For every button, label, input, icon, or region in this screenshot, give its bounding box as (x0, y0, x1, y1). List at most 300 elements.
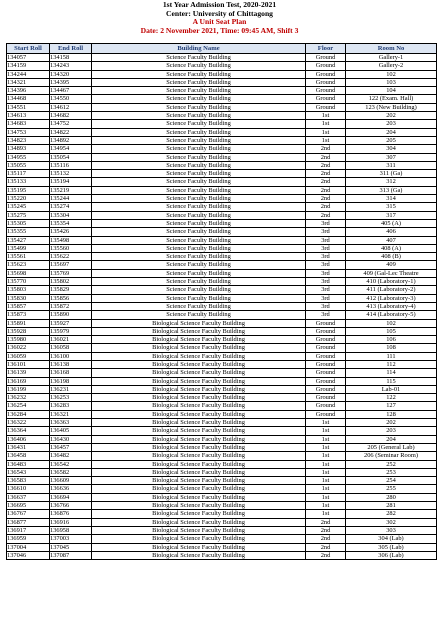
table-row (7, 402, 437, 410)
start-roll-cell: 136284 (7, 410, 50, 418)
start-roll-cell: 137046 (7, 551, 50, 559)
building-name-cell: Biological Science Faculty Building (92, 352, 306, 360)
floor-cell: 1st (306, 435, 346, 443)
floor-cell: 1st (306, 427, 346, 435)
room-no-cell: 408 (A) (346, 244, 437, 252)
building-name-cell: Biological Science Faculty Building (92, 510, 306, 518)
room-no-cell: 203 (346, 120, 437, 128)
table-row (7, 219, 437, 227)
room-no-cell: 203 (346, 427, 437, 435)
table-row (7, 195, 437, 203)
start-roll-cell: 136483 (7, 460, 50, 468)
date-time-shift: Date: 2 November 2021, Time: 09:45 AM, Shift 3 (140, 25, 299, 35)
start-roll-cell: 135245 (7, 203, 50, 211)
unit-title: A Unit Seat Plan (192, 17, 247, 27)
room-no-cell: 311 (Ga) (346, 170, 437, 178)
end-roll-cell: 136482 (50, 452, 92, 460)
room-no-cell: 412 (Laboratory-3) (346, 294, 437, 302)
end-roll-cell: 136958 (50, 526, 92, 534)
start-roll-cell: 135220 (7, 195, 50, 203)
room-no-cell: 408 (B) (346, 253, 437, 261)
end-roll-cell: 136138 (50, 360, 92, 368)
floor-cell: 3rd (306, 228, 346, 236)
start-roll-cell: 136637 (7, 493, 50, 501)
building-name-cell: Biological Science Faculty Building (92, 468, 306, 476)
floor-cell: Ground (306, 327, 346, 335)
start-roll-cell: 136254 (7, 402, 50, 410)
building-name-cell: Biological Science Faculty Building (92, 518, 306, 526)
room-no-cell: 253 (346, 468, 437, 476)
column-header-end-roll: End Roll (50, 44, 92, 54)
end-roll-cell: 135829 (50, 286, 92, 294)
end-roll-cell: 136100 (50, 352, 92, 360)
floor-cell: 1st (306, 419, 346, 427)
start-roll-cell: 136543 (7, 468, 50, 476)
building-name-cell: Biological Science Faculty Building (92, 460, 306, 468)
building-name-cell: Science Faculty Building (92, 244, 306, 252)
start-roll-cell: 135770 (7, 278, 50, 286)
table-row (7, 128, 437, 136)
floor-cell: 3rd (306, 311, 346, 319)
table-row (7, 377, 437, 385)
end-roll-cell: 135244 (50, 195, 92, 203)
floor-cell: Ground (306, 336, 346, 344)
table-row (7, 54, 437, 62)
floor-cell: 1st (306, 485, 346, 493)
floor-cell: 2nd (306, 186, 346, 194)
start-roll-cell: 135980 (7, 336, 50, 344)
room-no-cell: 128 (346, 410, 437, 418)
table-row (7, 394, 437, 402)
table-row (7, 186, 437, 194)
room-no-cell: 407 (346, 236, 437, 244)
table-row (7, 87, 437, 95)
start-roll-cell: 135698 (7, 269, 50, 277)
room-no-cell: 314 (346, 195, 437, 203)
room-no-cell: 405 (A) (346, 219, 437, 227)
room-no-cell: 315 (346, 203, 437, 211)
start-roll-cell: 134468 (7, 95, 50, 103)
room-no-cell: 115 (346, 377, 437, 385)
start-roll-cell: 136322 (7, 419, 50, 427)
building-name-cell: Science Faculty Building (92, 228, 306, 236)
start-roll-cell: 134823 (7, 136, 50, 144)
room-no-cell: 311 (346, 161, 437, 169)
building-name-cell: Biological Science Faculty Building (92, 535, 306, 543)
building-name-cell: Science Faculty Building (92, 278, 306, 286)
table-row (7, 427, 437, 435)
room-no-cell: 102 (346, 319, 437, 327)
table-row (7, 493, 437, 501)
floor-cell: 2nd (306, 526, 346, 534)
end-roll-cell: 136582 (50, 468, 92, 476)
floor-cell: 2nd (306, 178, 346, 186)
start-roll-cell: 134159 (7, 62, 50, 70)
table-row (7, 535, 437, 543)
floor-cell: Ground (306, 344, 346, 352)
table-row (7, 178, 437, 186)
end-roll-cell: 134158 (50, 54, 92, 62)
building-name-cell: Biological Science Faculty Building (92, 344, 306, 352)
building-name-cell: Science Faculty Building (92, 78, 306, 86)
building-name-cell: Biological Science Faculty Building (92, 485, 306, 493)
table-row (7, 78, 437, 86)
building-name-cell: Biological Science Faculty Building (92, 402, 306, 410)
end-roll-cell: 134612 (50, 103, 92, 111)
start-roll-cell: 136959 (7, 535, 50, 543)
room-no-cell: 114 (346, 369, 437, 377)
table-row (7, 485, 437, 493)
end-roll-cell: 134682 (50, 112, 92, 120)
building-name-cell: Science Faculty Building (92, 261, 306, 269)
room-no-cell: 304 (346, 145, 437, 153)
building-name-cell: Biological Science Faculty Building (92, 360, 306, 368)
floor-cell: 3rd (306, 278, 346, 286)
end-roll-cell: 136916 (50, 518, 92, 526)
room-no-cell: 306 (Lab) (346, 551, 437, 559)
end-roll-cell: 136253 (50, 394, 92, 402)
floor-cell: Ground (306, 352, 346, 360)
table-row (7, 551, 437, 559)
end-roll-cell: 135304 (50, 211, 92, 219)
column-header-room-no: Room No (346, 44, 437, 54)
building-name-cell: Science Faculty Building (92, 269, 306, 277)
building-name-cell: Biological Science Faculty Building (92, 377, 306, 385)
building-name-cell: Science Faculty Building (92, 203, 306, 211)
floor-cell: 1st (306, 120, 346, 128)
table-row (7, 120, 437, 128)
table-row (7, 460, 437, 468)
column-header-start-roll: Start Roll (7, 44, 50, 54)
floor-cell: Ground (306, 62, 346, 70)
floor-cell: 2nd (306, 518, 346, 526)
end-roll-cell: 135560 (50, 244, 92, 252)
floor-cell: 1st (306, 468, 346, 476)
floor-cell: 2nd (306, 543, 346, 551)
building-name-cell: Science Faculty Building (92, 186, 306, 194)
floor-cell: Ground (306, 95, 346, 103)
building-name-cell: Biological Science Faculty Building (92, 543, 306, 551)
table-row (7, 286, 437, 294)
floor-cell: 3rd (306, 294, 346, 302)
start-roll-cell: 136199 (7, 385, 50, 393)
start-roll-cell: 135891 (7, 319, 50, 327)
table-body (7, 54, 437, 560)
building-name-cell: Biological Science Faculty Building (92, 427, 306, 435)
start-roll-cell: 136695 (7, 502, 50, 510)
floor-cell: 3rd (306, 302, 346, 310)
table-row (7, 228, 437, 236)
table-row (7, 203, 437, 211)
room-no-cell: 252 (346, 460, 437, 468)
building-name-cell: Biological Science Faculty Building (92, 419, 306, 427)
room-no-cell: 127 (346, 402, 437, 410)
end-roll-cell: 135219 (50, 186, 92, 194)
room-no-cell: 304 (Lab) (346, 535, 437, 543)
table-row (7, 435, 437, 443)
table-header-row (7, 44, 437, 54)
end-roll-cell: 135697 (50, 261, 92, 269)
end-roll-cell: 134752 (50, 120, 92, 128)
building-name-cell: Science Faculty Building (92, 302, 306, 310)
floor-cell: Ground (306, 394, 346, 402)
building-name-cell: Science Faculty Building (92, 286, 306, 294)
room-no-cell: 122 (Exam. Hall) (346, 95, 437, 103)
start-roll-cell: 136059 (7, 352, 50, 360)
table-row (7, 344, 437, 352)
floor-cell: 1st (306, 128, 346, 136)
end-roll-cell: 136021 (50, 336, 92, 344)
floor-cell: Ground (306, 319, 346, 327)
room-no-cell: 411 (Laboratory-2) (346, 286, 437, 294)
end-roll-cell: 135769 (50, 269, 92, 277)
end-roll-cell: 136609 (50, 477, 92, 485)
start-roll-cell: 134893 (7, 145, 50, 153)
exam-title: 1st Year Admission Test, 2020-2021 (162, 0, 277, 9)
end-roll-cell: 135622 (50, 253, 92, 261)
table-row (7, 319, 437, 327)
end-roll-cell: 136542 (50, 460, 92, 468)
room-no-cell: 102 (346, 70, 437, 78)
building-name-cell: Science Faculty Building (92, 161, 306, 169)
table-row (7, 443, 437, 451)
table-row (7, 311, 437, 319)
room-no-cell: 255 (346, 485, 437, 493)
end-roll-cell: 135890 (50, 311, 92, 319)
floor-cell: Ground (306, 360, 346, 368)
start-roll-cell: 135928 (7, 327, 50, 335)
room-no-cell: 305 (Lab) (346, 543, 437, 551)
start-roll-cell: 135305 (7, 219, 50, 227)
building-name-cell: Biological Science Faculty Building (92, 410, 306, 418)
table-row (7, 145, 437, 153)
room-no-cell: 111 (346, 352, 437, 360)
floor-cell: 1st (306, 502, 346, 510)
table-row (7, 112, 437, 120)
table-row (7, 468, 437, 476)
floor-cell: 1st (306, 510, 346, 518)
end-roll-cell: 135426 (50, 228, 92, 236)
room-no-cell: 254 (346, 477, 437, 485)
building-name-cell: Science Faculty Building (92, 103, 306, 111)
start-roll-cell: 136767 (7, 510, 50, 518)
room-no-cell: 280 (346, 493, 437, 501)
end-roll-cell: 135194 (50, 178, 92, 186)
table-row (7, 170, 437, 178)
table-row (7, 253, 437, 261)
floor-cell: 1st (306, 443, 346, 451)
building-name-cell: Science Faculty Building (92, 87, 306, 95)
start-roll-cell: 135830 (7, 294, 50, 302)
building-name-cell: Biological Science Faculty Building (92, 336, 306, 344)
building-name-cell: Science Faculty Building (92, 294, 306, 302)
room-no-cell: 205 (346, 136, 437, 144)
table-row (7, 153, 437, 161)
floor-cell: 3rd (306, 261, 346, 269)
end-roll-cell: 136168 (50, 369, 92, 377)
building-name-cell: Science Faculty Building (92, 62, 306, 70)
floor-cell: 2nd (306, 170, 346, 178)
table-row (7, 452, 437, 460)
room-no-cell: 303 (346, 526, 437, 534)
start-roll-cell: 135195 (7, 186, 50, 194)
end-roll-cell: 137087 (50, 551, 92, 559)
building-name-cell: Science Faculty Building (92, 112, 306, 120)
end-roll-cell: 136198 (50, 377, 92, 385)
table-row (7, 136, 437, 144)
room-no-cell: 410 (Laboratory-1) (346, 278, 437, 286)
table-row (7, 369, 437, 377)
start-roll-cell: 134551 (7, 103, 50, 111)
start-roll-cell: 137004 (7, 543, 50, 551)
end-roll-cell: 135354 (50, 219, 92, 227)
table-row (7, 327, 437, 335)
building-name-cell: Biological Science Faculty Building (92, 477, 306, 485)
building-name-cell: Biological Science Faculty Building (92, 385, 306, 393)
start-roll-cell: 136139 (7, 369, 50, 377)
start-roll-cell: 135561 (7, 253, 50, 261)
building-name-cell: Biological Science Faculty Building (92, 319, 306, 327)
building-name-cell: Science Faculty Building (92, 136, 306, 144)
building-name-cell: Science Faculty Building (92, 120, 306, 128)
building-name-cell: Biological Science Faculty Building (92, 369, 306, 377)
room-no-cell: 112 (346, 360, 437, 368)
end-roll-cell: 136321 (50, 410, 92, 418)
building-name-cell: Science Faculty Building (92, 170, 306, 178)
room-no-cell: 312 (346, 178, 437, 186)
start-roll-cell: 134753 (7, 128, 50, 136)
building-name-cell: Biological Science Faculty Building (92, 452, 306, 460)
end-roll-cell: 134243 (50, 62, 92, 70)
center-name: Center: University of Chittagong (166, 8, 273, 18)
end-roll-cell: 136457 (50, 443, 92, 451)
room-no-cell: Lab-01 (346, 385, 437, 393)
table-row (7, 502, 437, 510)
start-roll-cell: 134244 (7, 70, 50, 78)
room-no-cell: 317 (346, 211, 437, 219)
start-roll-cell: 135499 (7, 244, 50, 252)
start-roll-cell: 134396 (7, 87, 50, 95)
room-no-cell: 204 (346, 435, 437, 443)
end-roll-cell: 135498 (50, 236, 92, 244)
table-row (7, 410, 437, 418)
floor-cell: Ground (306, 103, 346, 111)
column-header-building-name: Building Name (92, 44, 306, 54)
start-roll-cell: 136877 (7, 518, 50, 526)
table-row (7, 336, 437, 344)
floor-cell: 3rd (306, 236, 346, 244)
end-roll-cell: 136058 (50, 344, 92, 352)
end-roll-cell: 137045 (50, 543, 92, 551)
room-no-cell: 414 (Laboratory-5) (346, 311, 437, 319)
room-no-cell: 406 (346, 228, 437, 236)
room-no-cell: 202 (346, 419, 437, 427)
room-no-cell: 202 (346, 112, 437, 120)
table-row (7, 352, 437, 360)
start-roll-cell: 135355 (7, 228, 50, 236)
end-roll-cell: 136430 (50, 435, 92, 443)
room-no-cell: 307 (346, 153, 437, 161)
building-name-cell: Science Faculty Building (92, 70, 306, 78)
start-roll-cell: 135873 (7, 311, 50, 319)
start-roll-cell: 136101 (7, 360, 50, 368)
end-roll-cell: 134467 (50, 87, 92, 95)
building-name-cell: Science Faculty Building (92, 153, 306, 161)
end-roll-cell: 134822 (50, 128, 92, 136)
building-name-cell: Science Faculty Building (92, 145, 306, 153)
start-roll-cell: 135857 (7, 302, 50, 310)
floor-cell: 3rd (306, 286, 346, 294)
room-no-cell: 108 (346, 344, 437, 352)
floor-cell: 2nd (306, 153, 346, 161)
start-roll-cell: 134057 (7, 54, 50, 62)
end-roll-cell: 136876 (50, 510, 92, 518)
table-row (7, 526, 437, 534)
floor-cell: Ground (306, 87, 346, 95)
seat-plan-table (6, 43, 437, 560)
table-row (7, 294, 437, 302)
floor-cell: 3rd (306, 244, 346, 252)
room-no-cell: 409 (346, 261, 437, 269)
start-roll-cell: 136583 (7, 477, 50, 485)
table-row (7, 244, 437, 252)
end-roll-cell: 134320 (50, 70, 92, 78)
document-header (0, 0, 439, 35)
end-roll-cell: 134550 (50, 95, 92, 103)
end-roll-cell: 135054 (50, 153, 92, 161)
start-roll-cell: 136458 (7, 452, 50, 460)
room-no-cell: 282 (346, 510, 437, 518)
room-no-cell: 123 (New Building) (346, 103, 437, 111)
table-row (7, 269, 437, 277)
floor-cell: 2nd (306, 551, 346, 559)
building-name-cell: Science Faculty Building (92, 95, 306, 103)
table-row (7, 261, 437, 269)
end-roll-cell: 136766 (50, 502, 92, 510)
table-row (7, 302, 437, 310)
floor-cell: 2nd (306, 535, 346, 543)
room-no-cell: 313 (Ga) (346, 186, 437, 194)
floor-cell: 1st (306, 112, 346, 120)
floor-cell: 3rd (306, 253, 346, 261)
building-name-cell: Science Faculty Building (92, 219, 306, 227)
end-roll-cell: 136231 (50, 385, 92, 393)
room-no-cell: 106 (346, 336, 437, 344)
start-roll-cell: 136364 (7, 427, 50, 435)
column-header-floor: Floor (306, 44, 346, 54)
end-roll-cell: 136694 (50, 493, 92, 501)
building-name-cell: Science Faculty Building (92, 54, 306, 62)
table-row (7, 95, 437, 103)
floor-cell: 2nd (306, 161, 346, 169)
room-no-cell: 409 (Gal-Lec Theatre (346, 269, 437, 277)
end-roll-cell: 135927 (50, 319, 92, 327)
floor-cell: Ground (306, 78, 346, 86)
end-roll-cell: 135802 (50, 278, 92, 286)
floor-cell: Ground (306, 385, 346, 393)
floor-cell: 1st (306, 452, 346, 460)
start-roll-cell: 136917 (7, 526, 50, 534)
floor-cell: 1st (306, 460, 346, 468)
table-row (7, 510, 437, 518)
floor-cell: 2nd (306, 195, 346, 203)
table-row (7, 477, 437, 485)
building-name-cell: Biological Science Faculty Building (92, 493, 306, 501)
end-roll-cell: 134892 (50, 136, 92, 144)
building-name-cell: Biological Science Faculty Building (92, 502, 306, 510)
end-roll-cell: 134395 (50, 78, 92, 86)
floor-cell: 2nd (306, 145, 346, 153)
